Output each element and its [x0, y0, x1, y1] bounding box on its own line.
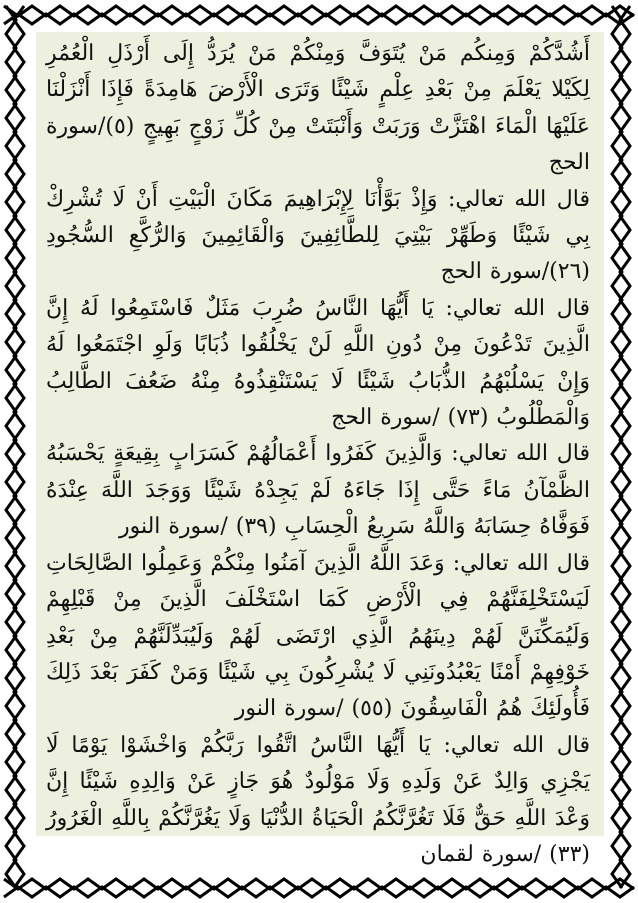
border-zigzag-line [4, 6, 634, 16]
border-zigzag-line [14, 6, 24, 888]
quran-verses-page [36, 32, 604, 867]
verse-paragraph-5: قال الله تعالي: وَعَدَ اللَّهُ الَّذِينَ آمَنُوا مِنْكُمْ وَعَمِلُوا الصَّالِحَاتِ لَيَسْتَخْلِفَنَّهُمْ فِي الْأَرْضِ كَمَا اسْتَخْلَفَ الَّذِينَ مِنْ قَبْلِهِمْ وَلَيُمَكِّنَنَّ لَهُمْ دِينَهُمُ الَّذِي ارْتَضَى لَهُمْ وَلَيُبَدِّلَنَّهُمْ مِنْ بَعْدِ خَوْفِهِمْ أَمْنًا يَعْبُدُونَنِي لَا يُشْرِكُونَ بِي شَيْئًا وَمَنْ كَفَرَ بَعْدَ ذَلِكَ فَأُولَئِكَ هُمُ الْفَاسِقُونَ (٥٥) /سورة النور [46, 550, 590, 722]
verse-paragraph-6: قال الله تعالي: يَا أَيُّهَا النَّاسُ اتَّقُوا رَبَّكُمْ وَاخْشَوْا يَوْمًا لَا يَجْزِي وَالِدٌ عَنْ وَلَدِهِ وَلَا مَوْلُودٌ هُوَ جَازٍ عَنْ وَالِدِهِ شَيْئًا إِنَّ وَعْدَ اللَّهِ حَقٌّ فَلَا تَغُرَّنَّكُمُ الْحَيَاةُ الدُّنْيَا وَلَا يَغُرَّنَّكُمْ بِاللَّهِ الْغَرُورُ (٣٣) /سورة لقمان [46, 732, 590, 867]
border-zigzag-line [4, 14, 634, 24]
border-zigzag-line [6, 6, 16, 888]
border-zigzag-line [620, 6, 630, 888]
verse-paragraph-1: أَشُدَّكُمْ وَمِنكُم مَنْ يُتَوَفَّ وَمِنْكُمْ مَنْ يُرَدُّ إِلَى أَرْذَلِ الْعُمُرِ لِكَيْلا يَعْلَمَ مِنْ بَعْدِ عِلْمٍ شَيْئًا وَتَرَى الْأَرْضَ هَامِدَةً فَإِذَا أَنْزَلْنَا عَلَيْهَا الْمَاءَ اهْتَزَّتْ وَرَبَتْ وَأَنْبَتَتْ مِنْ كُلِّ زَوْجٍ بَهِيجٍ (٥)/سورة الحج [46, 41, 590, 176]
border-zigzag-line [612, 6, 622, 888]
verse-paragraph-4: قال الله تعالي: وَالَّذِينَ كَفَرُوا أَعْمَالُهُمْ كَسَرَابٍ بِقِيعَةٍ يَحْسَبُهُ الظَّمْآنُ مَاءً حَتَّى إِذَا جَاءَهُ لَمْ يَجِدْهُ شَيْئًا وَوَجَدَ اللَّهَ عِنْدَهُ فَوَفَّاهُ حِسَابَهُ وَاللَّهُ سَرِيعُ الْحِسَابِ (٣٩) /سورة النور [46, 441, 590, 540]
verse-paragraph-2: قال الله تعالي: وَإِذْ بَوَّأْنَا لِإِبْرَاهِيمَ مَكَانَ الْبَيْتِ أَنْ لَا تُشْرِكْ بِي شَيْئًا وَطَهِّرْ بَيْتِيَ لِلطَّائِفِينَ وَالْقَائِمِينَ وَالرُّكَّعِ السُّجُودِ (٢٦)/سورة الحج [46, 186, 590, 285]
verse-paragraph-3: قال الله تعالي: يَا أَيُّهَا النَّاسُ ضُرِبَ مَثَلٌ فَاسْتَمِعُوا لَهُ إِنَّ الَّذِينَ تَدْعُونَ مِنْ دُونِ اللَّهِ لَنْ يَخْلُقُوا ذُبَابًا وَلَوِ اجْتَمَعُوا لَهُ وَإِنْ يَسْلُبْهُمُ الذُّبَابُ شَيْئًا لَا يَسْتَنْقِذُوهُ مِنْهُ ضَعُفَ الطَّالِبُ وَالْمَطْلُوبُ (٧٣) /سورة الحج [46, 295, 590, 431]
border-zigzag-line [4, 879, 634, 889]
border-zigzag-line [4, 887, 634, 897]
